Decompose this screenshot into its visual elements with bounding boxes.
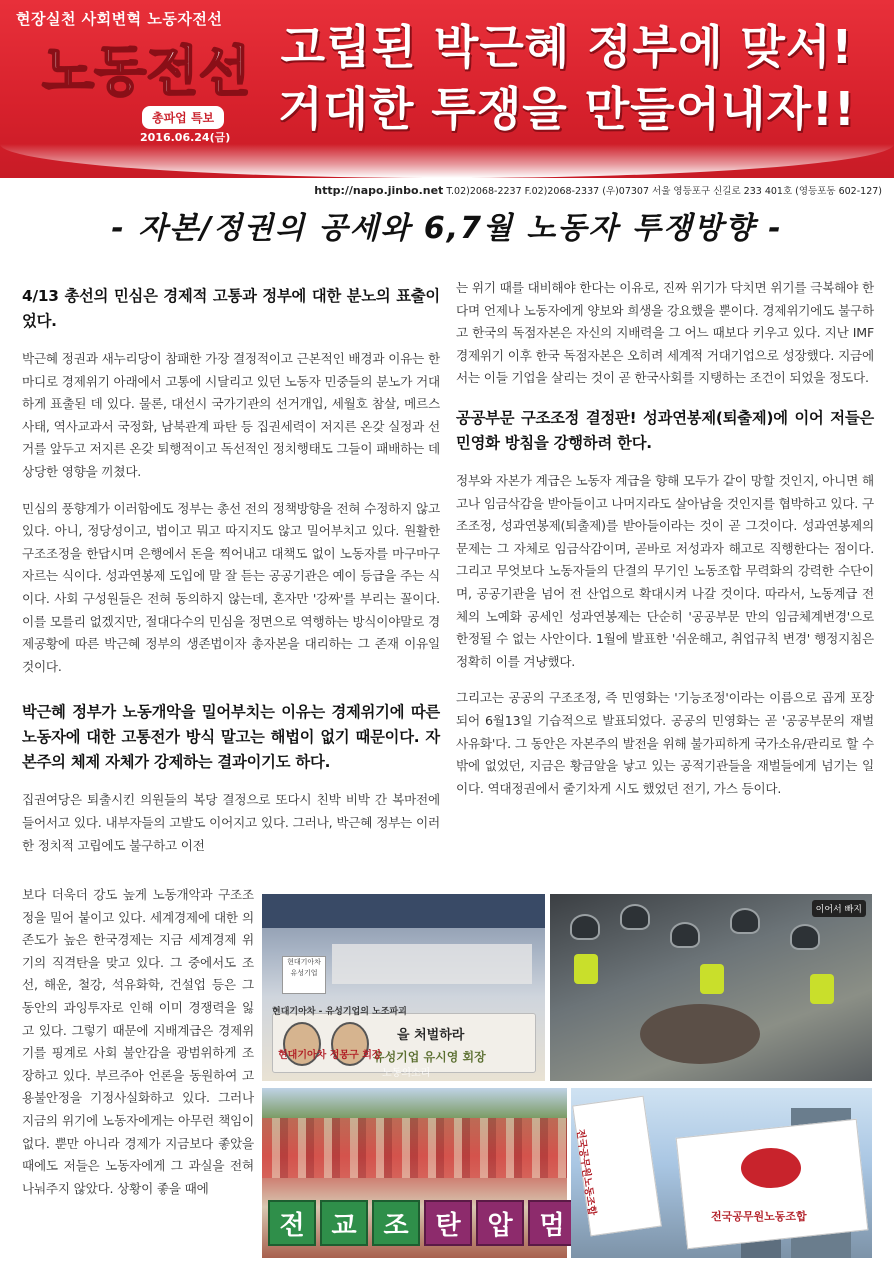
placard-letter: 압	[476, 1200, 524, 1246]
headline	[262, 16, 872, 140]
paragraph: 정부와 자본가 계급은 노동자 계급을 향해 모두가 같이 망할 것인지, 아니면 해고나 임금삭감을 받아들이고 나머지라도 살아남을 것인지를 협박하고 있다. 구조조정, 성과연봉제(퇴출제)를 받아들이라는 것이 곧 그것이다. 성과연봉제의 문제는 그 자체로 임금삭감이며, 곧바로 저성과자 해고로 직행한다는 점이다. 그리고 무엇보다 노동자들의 단결의 무기인 노동조합 무력화의 강력한 수단이며, 공공기관을 넘어 전 산업으로 확대시켜 나갈 것이다. 따라서, 노동계급 전체의 노예화 공세인 성과연봉제는 단순히 '공공부문 만의 임금체계변경'으로 한정될 수 없는 사안이다. 1월에 발표한 '쉬운해고, 취업규칙 변경' 행정지침은 정확히 이를 겨냥했다.	[456, 472, 874, 669]
brand-slogan: 현장실천 사회변혁 노동자전선	[16, 10, 223, 28]
logo-text: 노동전선	[42, 40, 251, 103]
paragraph: 는 위기 때를 대비해야 한다는 이유로, 진짜 위기가 닥치면 위기를 극복해야 한다며 언제나 노동자에게 양보와 희생을 강요했을 뿐이다. 경제위기에도 불구하고 한국의 독점자본은 자신의 지배력을 그 어느 때보다 키우고 있다. 지난 IMF 경제위기 이후 한국 독점자본은 오히려 세계적 거대기업으로 성장했다. 지금에서는 이들 기업을 살리는 것이 곧 한국사회를 지탱하는 조건이 되었을 정도다.	[456, 280, 874, 386]
vest	[700, 964, 724, 994]
placard-letter: 전	[268, 1200, 316, 1246]
logo	[40, 34, 250, 102]
police-photo	[550, 894, 872, 1081]
paragraph-continued: 보다 더욱더 강도 높게 노동개악과 구조조정을 밀어 붙이고 있다. 세계경제에 대한 의존도가 높은 한국경제는 지금 세계경제 위기의 직격탄을 맞고 있다. 그 중에서도 조선, 해운, 철강, 석유화학, 건설업 등은 그 동안의 과잉투자로 인해 이미 경쟁력을 잃고 있다. 그렇기 때문에 지배계급은 경제위기를 핑계로 사회 불안감을 광범위하게 조장하고 있다. 부르주아 언론을 동원하여 고용불안정을 기정사실화하고 있다. 그러나 지금의 위기에 노동자에게는 아무런 책임이 없다. 뿐만 아니라 경제가 지금보다 좋았을 때에도 저들은 노동자에게 그 과실을 전혀 나눠주지 않았다. 상황이 좋을 때에	[22, 887, 254, 1196]
paragraph: 민심의 풍향계가 이러함에도 정부는 총선 전의 정책방향을 전혀 수정하지 않고 있다. 아니, 정당성이고, 법이고 뭐고 따지지도 않고 밀어부치고 있다. 원활한 구조조정을 한답시며 은행에서 돈을 찍어내고 대책도 없이 노동자를 마구마구 자르는 식이다. 성과연봉제 도입에 말 잘 듣는 공공기관은 예이 등급을 주는 식이다. 사회 구성원들은 전혀 동의하지 않는데, 혼자만 '강짜'를 부리는 꼴이다. 이를 모를리 없겠지만, 절대다수의 민심을 정면으로 역행하는 방식이야말로 경제공황에 따른 박근혜 정부의 생존법이자 총자본을 대리하는 그 존재 이유일 것이다.	[22, 500, 440, 674]
banner-text: 을 처벌하라	[397, 1028, 465, 1043]
helmet-icon	[790, 924, 820, 950]
issue-date: 2016.06.24(금)	[140, 131, 231, 144]
helmet-icon	[570, 914, 600, 940]
crowd-center	[640, 1004, 760, 1064]
teachers-union-photo	[262, 1088, 567, 1258]
vest	[574, 954, 598, 984]
paragraph: 집권여당은 퇴출시킨 의원들의 복당 결정으로 또다시 친박 비박 간 복마전에 들어서고 있다. 내부자들의 고발도 이어지고 있다. 그러나, 박근혜 정부는 이러한 정치적 고립에도 불구하고 이전	[22, 792, 440, 853]
bus-backdrop	[262, 894, 545, 928]
website-link[interactable]: http://napo.jinbo.net	[314, 184, 444, 197]
contact-details: T.02)2068-2237 F.02)2068-2337 (우)07307 서울 영등포구 신길로 233 401호 (영등포동 602-127)	[446, 186, 882, 197]
photo-tag: 이어서 빠지	[812, 900, 866, 917]
protest-photo-banner	[262, 894, 545, 1081]
paragraph: 박근혜 정권과 새누리당이 참패한 가장 결정적이고 근본적인 배경과 이유는 한마디로 경제위기 아래에서 고통에 시달리고 있던 노동자 민중들의 분노가 거대하게 표출된 데 있다. 물론, 대선시 국가기관의 선거개입, 세월호 참살, 메르스 사태, 역사교과서 국정화, 남북관계 파탄 등 집권세력이 저지른 온갖 실정과 선거를 앞두고 저지른 온갖 퇴행적이고 독선적인 정치행태도 그들이 패배하는 데 상당한 영향을 끼쳤다.	[22, 351, 440, 479]
headline-line-1: 고립된 박근혜 정부에 맞서!	[280, 20, 854, 74]
placard-letter: 교	[320, 1200, 368, 1246]
placard-letter: 멈	[528, 1200, 576, 1246]
crowd	[262, 1118, 567, 1178]
helmet-icon	[730, 908, 760, 934]
placard-letter: 조	[372, 1200, 420, 1246]
helmet-icon	[620, 904, 650, 930]
union-emblem-icon	[741, 1148, 801, 1188]
flag-text: 전국공무원노동조합	[711, 1210, 807, 1223]
banner-top-text: 현대기아차 - 유성기업의 노조파괴	[272, 1007, 407, 1017]
crowd	[332, 944, 532, 984]
issue-badge: 총파업 특보	[142, 106, 224, 129]
vest	[810, 974, 834, 1004]
paragraph: 그리고는 공공의 구조조정, 즉 민영화는 '기능조정'이라는 이름으로 곱게 포장되어 6월13일 기습적으로 발표되었다. 공공의 민영화는 곧 '공공부문의 재벌 사유화'다. 그 동안은 자본주의 발전을 위해 불가피하게 국가소유/관리로 할 수밖에 없었던, 지금은 황금알을 낳고 있는 공적기관들을 재벌들에게 넘기는 일이다. 역대정권에서 줄기차게 시도 했었던 전기, 가스 등이다.	[456, 690, 874, 796]
left-column	[22, 284, 440, 857]
right-column	[456, 277, 874, 814]
watermark: 노동의소리	[382, 1068, 431, 1079]
section-heading: 공공부문 구조조정 결정판! 성과연봉제(퇴출제)에 이어 저들은 민영화 방침을 강행하려 한다.	[456, 408, 874, 452]
protest-sign: 현대기아차 유성기업	[282, 956, 326, 994]
banner-sign-text: 현대기아차 정몽구 회장	[278, 1050, 382, 1061]
banner-subtext: 유성기업 유시영 회장	[373, 1050, 486, 1064]
headline-line-2: 거대한 투쟁을 만들어내자!!	[278, 82, 856, 136]
article-title: - 자본/정권의 공세와 6,7월 노동자 투쟁방향 -	[111, 211, 783, 246]
masthead	[0, 0, 894, 178]
section-heading: 4/13 총선의 민심은 경제적 고통과 정부에 대한 분노의 표출이었다.	[22, 287, 440, 330]
placard-letter: 탄	[424, 1200, 472, 1246]
flag-text: 전국공무원노동조합	[574, 1128, 598, 1217]
contact-info	[314, 183, 882, 197]
helmet-icon	[670, 922, 700, 948]
flags-photo	[571, 1088, 872, 1258]
section-heading: 박근혜 정부가 노동개악을 밀어부치는 이유는 경제위기에 따른 노동자에 대한 고통전가 방식 말고는 해법이 없기 때문이다. 자본주의 체제 자체가 강제하는 결과이기도 하다.	[22, 703, 440, 772]
